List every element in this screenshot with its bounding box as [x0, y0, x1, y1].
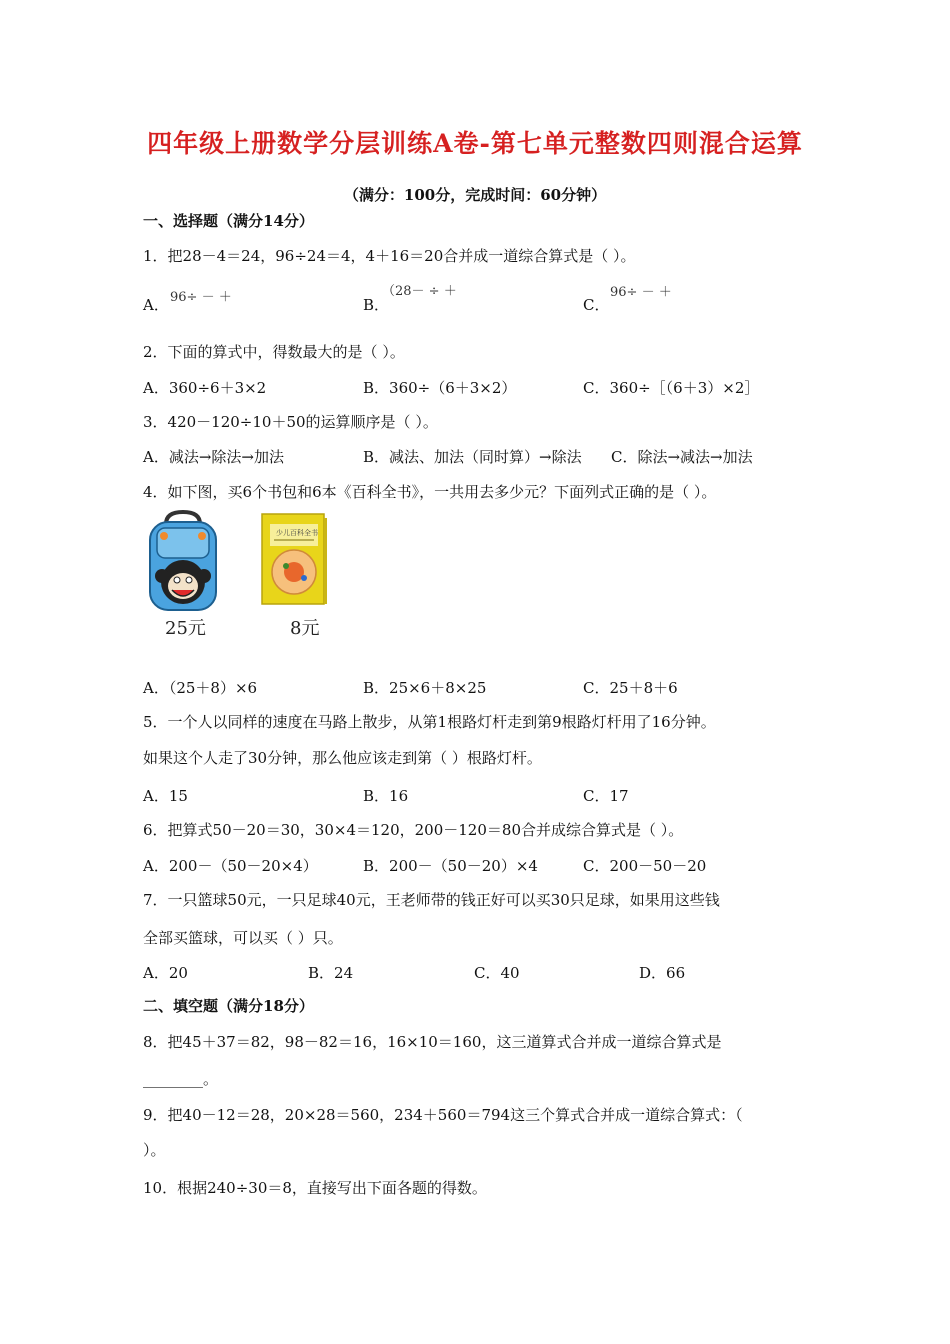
- question-8-line1: 8．把45＋37＝82，98－82＝16，16×10＝160，这三道算式合并成一道综合算式是: [143, 1033, 722, 1051]
- q5-option-a[interactable]: A．15: [143, 787, 188, 805]
- q7-option-a[interactable]: A．20: [143, 964, 188, 982]
- encyclopedia-book-image: [260, 512, 328, 608]
- q4-option-c[interactable]: C．25＋8＋6: [583, 679, 678, 697]
- question-5-line2: 如果这个人走了30分钟，那么他应该走到第（ ）根路灯杆。: [143, 749, 542, 767]
- section-choice-heading: 一、选择题（满分14分）: [143, 212, 314, 230]
- question-1-stem: 1．把28－4＝24，96÷24＝4，4＋16＝20合并成一道综合算式是（ ）。: [143, 247, 636, 265]
- page-subtitle: （满分：100分，完成时间：60分钟）: [343, 186, 607, 204]
- backpack-image: [144, 510, 222, 614]
- q6-option-c[interactable]: C．200－50－20: [583, 857, 707, 875]
- question-7-line1: 7．一只篮球50元，一只足球40元，王老师带的钱正好可以买30只足球，如果用这些钱: [143, 891, 720, 909]
- q1-option-a-formula: 96÷ － ＋: [170, 290, 232, 305]
- backpack-price: 25元: [165, 618, 206, 639]
- q1-option-b-label[interactable]: B．: [363, 296, 390, 314]
- q6-option-b[interactable]: B．200－（50－20）×4: [363, 857, 538, 875]
- q5-option-b[interactable]: B．16: [363, 787, 409, 805]
- q4-option-a[interactable]: A．（25＋8）×6: [143, 679, 258, 697]
- question-8-answer-blank[interactable]: ________。: [143, 1070, 219, 1088]
- question-3-stem: 3．420－120÷10＋50的运算顺序是（ ）。: [143, 413, 438, 431]
- q3-option-a[interactable]: A．减法→除法→加法: [143, 448, 284, 466]
- q7-option-b[interactable]: B．24: [308, 964, 354, 982]
- q7-option-c[interactable]: C．40: [474, 964, 520, 982]
- q3-option-c[interactable]: C．除法→减法→加法: [611, 448, 753, 466]
- q1-option-b-formula: （28－ ÷ ＋: [382, 284, 457, 299]
- q2-option-a[interactable]: A．360÷6＋3×2: [143, 379, 267, 397]
- question-4-stem: 4．如下图，买6个书包和6本《百科全书》，一共用去多少元？下面列式正确的是（ ）。: [143, 483, 717, 501]
- question-6-stem: 6．把算式50－20＝30，30×4＝120，200－120＝80合并成综合算式是（ ）。: [143, 821, 684, 839]
- q5-option-c[interactable]: C．17: [583, 787, 629, 805]
- q7-option-d[interactable]: D．66: [639, 964, 686, 982]
- book-price: 8元: [290, 618, 320, 639]
- q2-option-c[interactable]: C．360÷［（6＋3）×2］: [583, 379, 760, 397]
- question-9-line1: 9．把40－12＝28，20×28＝560，234＋560＝794这三个算式合并成一道综合算式：（: [143, 1106, 743, 1124]
- q6-option-a[interactable]: A．200－（50－20×4）: [143, 857, 318, 875]
- q1-option-a-label[interactable]: A．: [143, 296, 169, 314]
- section-fill-heading: 二、填空题（满分18分）: [143, 997, 314, 1015]
- question-2-stem: 2．下面的算式中，得数最大的是（ ）。: [143, 343, 405, 361]
- q1-option-c-label[interactable]: C．: [583, 296, 610, 314]
- q1-option-c-formula: 96÷ － ＋: [610, 285, 672, 300]
- q3-option-b[interactable]: B．减法、加法（同时算）→除法: [363, 448, 582, 466]
- q4-option-b[interactable]: B．25×6＋8×25: [363, 679, 487, 697]
- page-title: 四年级上册数学分层训练A卷-第七单元整数四则混合运算: [147, 129, 803, 158]
- book-cover-title: 少儿百科全书: [276, 529, 318, 537]
- question-7-line2: 全部买篮球，可以买（ ）只。: [143, 929, 343, 947]
- q2-option-b[interactable]: B．360÷（6＋3×2）: [363, 379, 517, 397]
- question-9-line2: ）。: [143, 1141, 166, 1159]
- question-10-stem: 10．根据240÷30＝8，直接写出下面各题的得数。: [143, 1179, 487, 1197]
- question-5-line1: 5．一个人以同样的速度在马路上散步，从第1根路灯杆走到第9根路灯杆用了16分钟。: [143, 713, 716, 731]
